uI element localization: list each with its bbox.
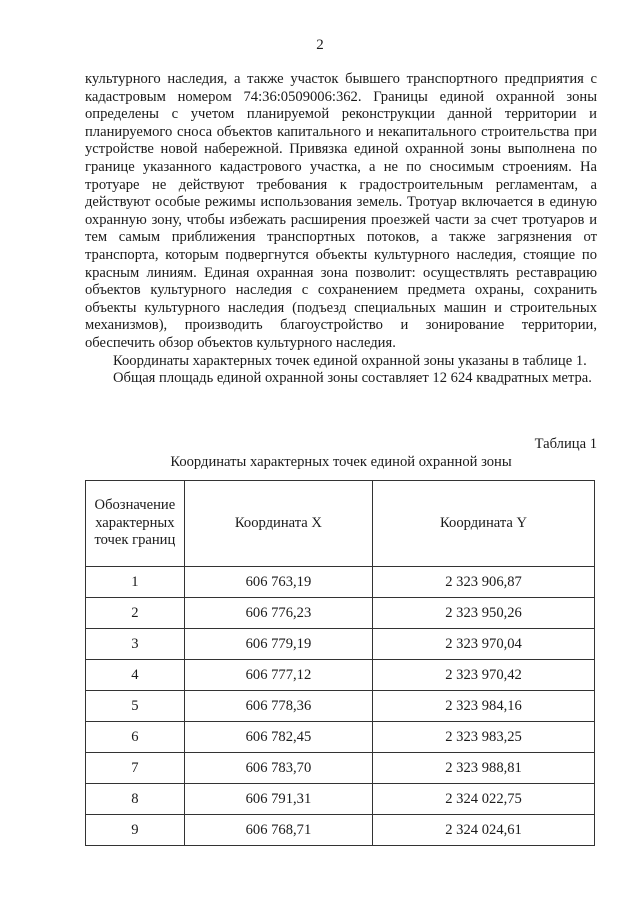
table-row: [86, 660, 595, 691]
table-row: [86, 567, 595, 598]
cell-x: 606 791,31: [184, 784, 372, 815]
table-row: [86, 598, 595, 629]
paragraph: культурного наследия, а также участок бывшего транспортного предприятия с кадастровым номером 74:36:0509006:362. Границы единой охранной зоны определены с учетом планируемой реконструкции данной территории и планируемого сноса объектов капитального и некапитального строительства при устройстве новой набережной. Привязка единой охранной зоны выполнена по границе указанного кадастрового участка, а не по сносимым строениям. На тротуаре не действуют требования к градостроительным регламентам, а действуют особые режимы использования земель. Тротуар включается в единую охранную зону, чтобы избежать расширения проезжей части за счет тротуаров и тем самым приближения транспортных потоков, а также загрязнения от транспорта, которым подвергнутся объекты культурного наследия, стоящие по красным линиям. Единая охранная зона позволит: осуществлять реставрацию объектов культурного наследия с сохранением предмета охраны, сохранить объекты культурного наследия (подъезд специальных машин и строительных механизмов), производить благоустройство и зонирование территории, обеспечить обзор объектов культурного наследия.: [85, 71, 597, 351]
cell-y: 2 324 024,61: [373, 815, 595, 846]
cell-y: 2 323 906,87: [373, 567, 595, 598]
cell-point: 2: [86, 598, 185, 629]
cell-point: 3: [86, 629, 185, 660]
table-row: [86, 784, 595, 815]
cell-x: 606 783,70: [184, 753, 372, 784]
cell-point: 9: [86, 815, 185, 846]
header-coord-y: Координата Y: [373, 481, 595, 567]
cell-y: 2 323 988,81: [373, 753, 595, 784]
cell-y: 2 323 970,04: [373, 629, 595, 660]
table-row: [86, 815, 595, 846]
cell-x: 606 782,45: [184, 722, 372, 753]
paragraph: Общая площадь единой охранной зоны составляет 12 624 квадратных метра.: [113, 370, 592, 387]
cell-point: 7: [86, 753, 185, 784]
cell-x: 606 777,12: [184, 660, 372, 691]
header-point: Обозначение характерных точек границ: [86, 481, 185, 567]
coordinates-table: [85, 480, 595, 846]
cell-y: 2 323 970,42: [373, 660, 595, 691]
table-label: Таблица 1: [534, 436, 597, 452]
cell-point: 1: [86, 567, 185, 598]
page-number: 2: [316, 37, 324, 53]
cell-x: 606 763,19: [184, 567, 372, 598]
table-header-row: [86, 481, 595, 567]
cell-y: 2 324 022,75: [373, 784, 595, 815]
cell-x: 606 776,23: [184, 598, 372, 629]
table-row: [86, 722, 595, 753]
cell-x: 606 768,71: [184, 815, 372, 846]
cell-point: 5: [86, 691, 185, 722]
cell-point: 4: [86, 660, 185, 691]
cell-point: 6: [86, 722, 185, 753]
cell-x: 606 778,36: [184, 691, 372, 722]
table-title: Координаты характерных точек единой охранной зоны: [170, 454, 512, 470]
cell-y: 2 323 984,16: [373, 691, 595, 722]
cell-x: 606 779,19: [184, 629, 372, 660]
table-row: [86, 629, 595, 660]
header-coord-x: Координата X: [184, 481, 372, 567]
cell-y: 2 323 983,25: [373, 722, 595, 753]
paragraph: Координаты характерных точек единой охранной зоны указаны в таблице 1.: [113, 352, 587, 369]
document-body: [85, 71, 597, 388]
cell-point: 8: [86, 784, 185, 815]
cell-y: 2 323 950,26: [373, 598, 595, 629]
table-row: [86, 691, 595, 722]
table-row: [86, 753, 595, 784]
